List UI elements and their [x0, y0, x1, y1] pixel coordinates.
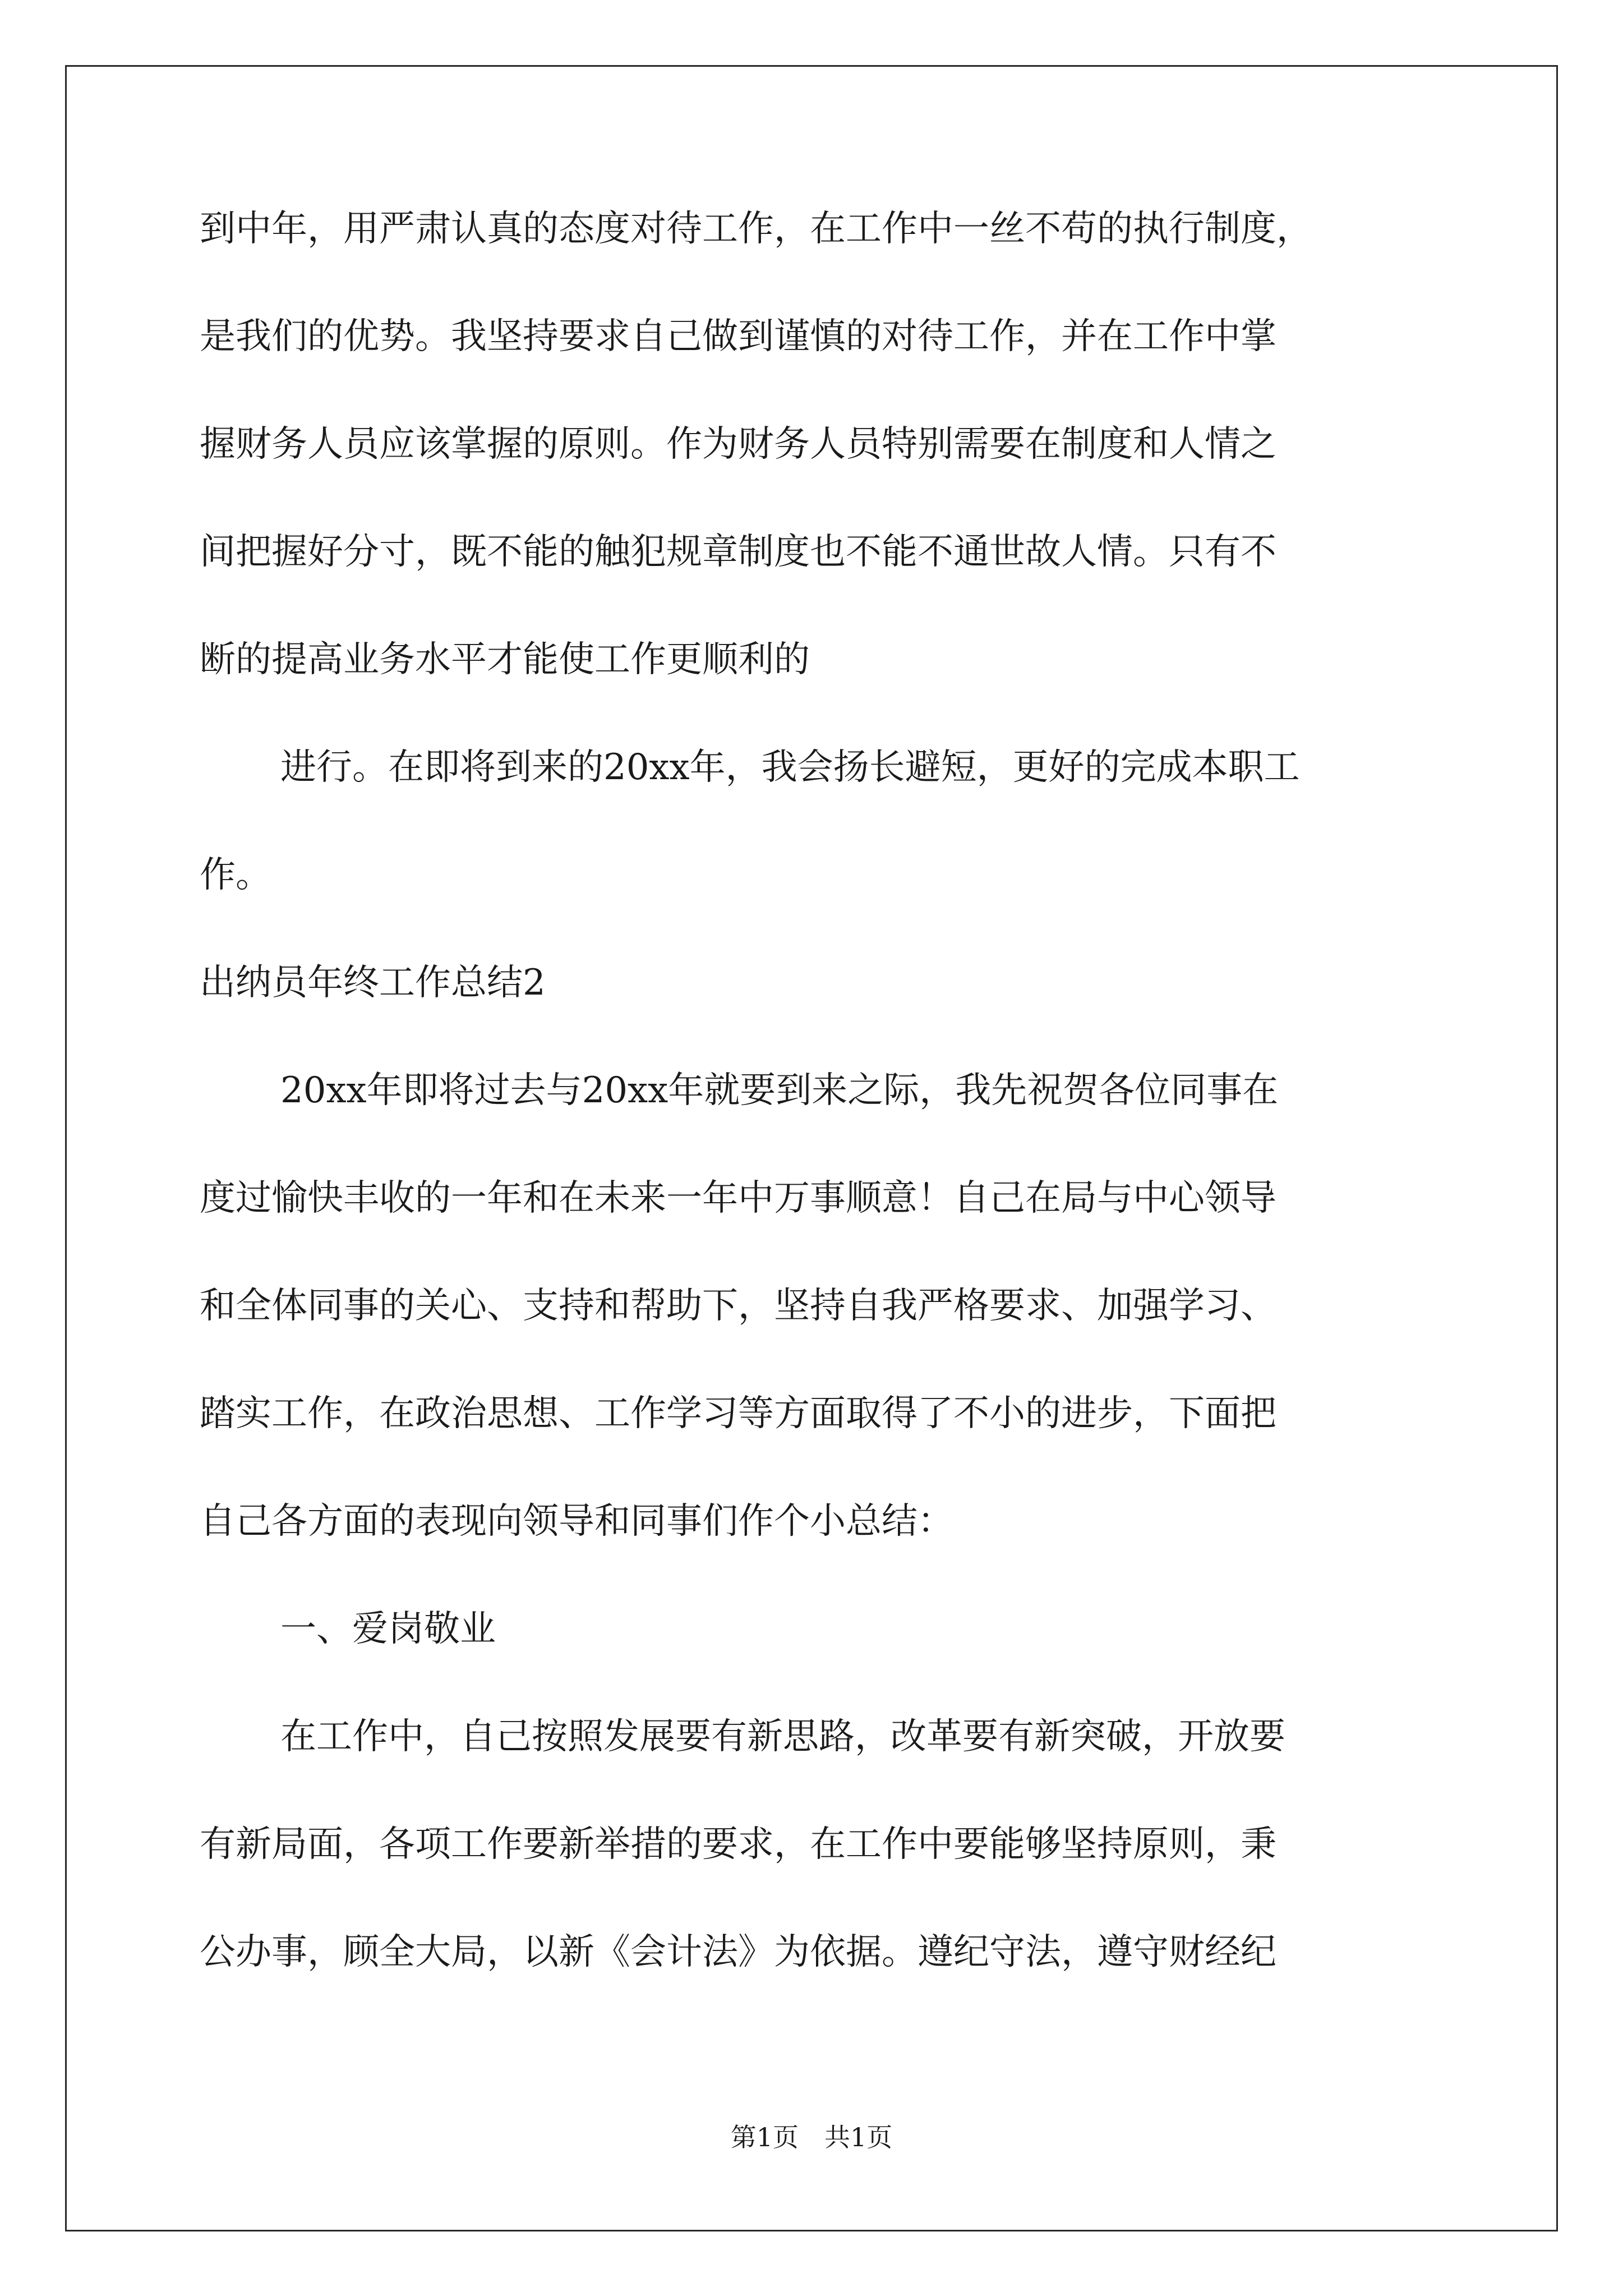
paragraph-line: 进行。在即将到来的20xx年，我会扬长避短，更好的完成本职工	[280, 747, 1300, 788]
paragraph-line: 20xx年即将过去与20xx年就要到来之际，我先祝贺各位同事在	[280, 1070, 1279, 1111]
paragraph-line: 度过愉快丰收的一年和在未来一年中万事顺意！自己在局与中心领导	[200, 1177, 1276, 1219]
paragraph-line: 间把握好分寸，既不能的触犯规章制度也不能不通世故人情。只有不	[200, 531, 1276, 573]
page-footer: 第1页 共1页	[730, 2122, 893, 2152]
page-border	[65, 65, 1558, 2231]
paragraph-line: 踏实工作，在政治思想、工作学习等方面取得了不小的进步，下面把	[200, 1393, 1276, 1434]
paragraph-line: 到中年，用严肃认真的态度对待工作，在工作中一丝不苟的执行制度，	[200, 208, 1312, 250]
paragraph-line: 自己各方面的表现向领导和同事们作个小总结：	[200, 1501, 953, 1542]
paragraph-line: 断的提高业务水平才能使工作更顺利的	[200, 639, 810, 680]
paragraph-line: 在工作中，自己按照发展要有新思路，改革要有新突破，开放要	[280, 1716, 1285, 1757]
paragraph-line: 公办事，顾全大局，以新《会计法》为依据。遵纪守法，遵守财经纪	[200, 1931, 1276, 1973]
paragraph-line: 有新局面，各项工作要新举措的要求，在工作中要能够坚持原则，秉	[200, 1824, 1276, 1865]
paragraph-line: 握财务人员应该掌握的原则。作为财务人员特别需要在制度和人情之	[200, 424, 1276, 465]
paragraph-line: 和全体同事的关心、支持和帮助下，坚持自我严格要求、加强学习、	[200, 1285, 1276, 1327]
paragraph-line: 是我们的优势。我坚持要求自己做到谨慎的对待工作，并在工作中掌	[200, 316, 1276, 357]
paragraph-line: 作。	[200, 854, 271, 896]
subsection-heading: 一、爱岗敬业	[280, 1608, 496, 1650]
section-heading: 出纳员年终工作总结2	[200, 962, 546, 1004]
